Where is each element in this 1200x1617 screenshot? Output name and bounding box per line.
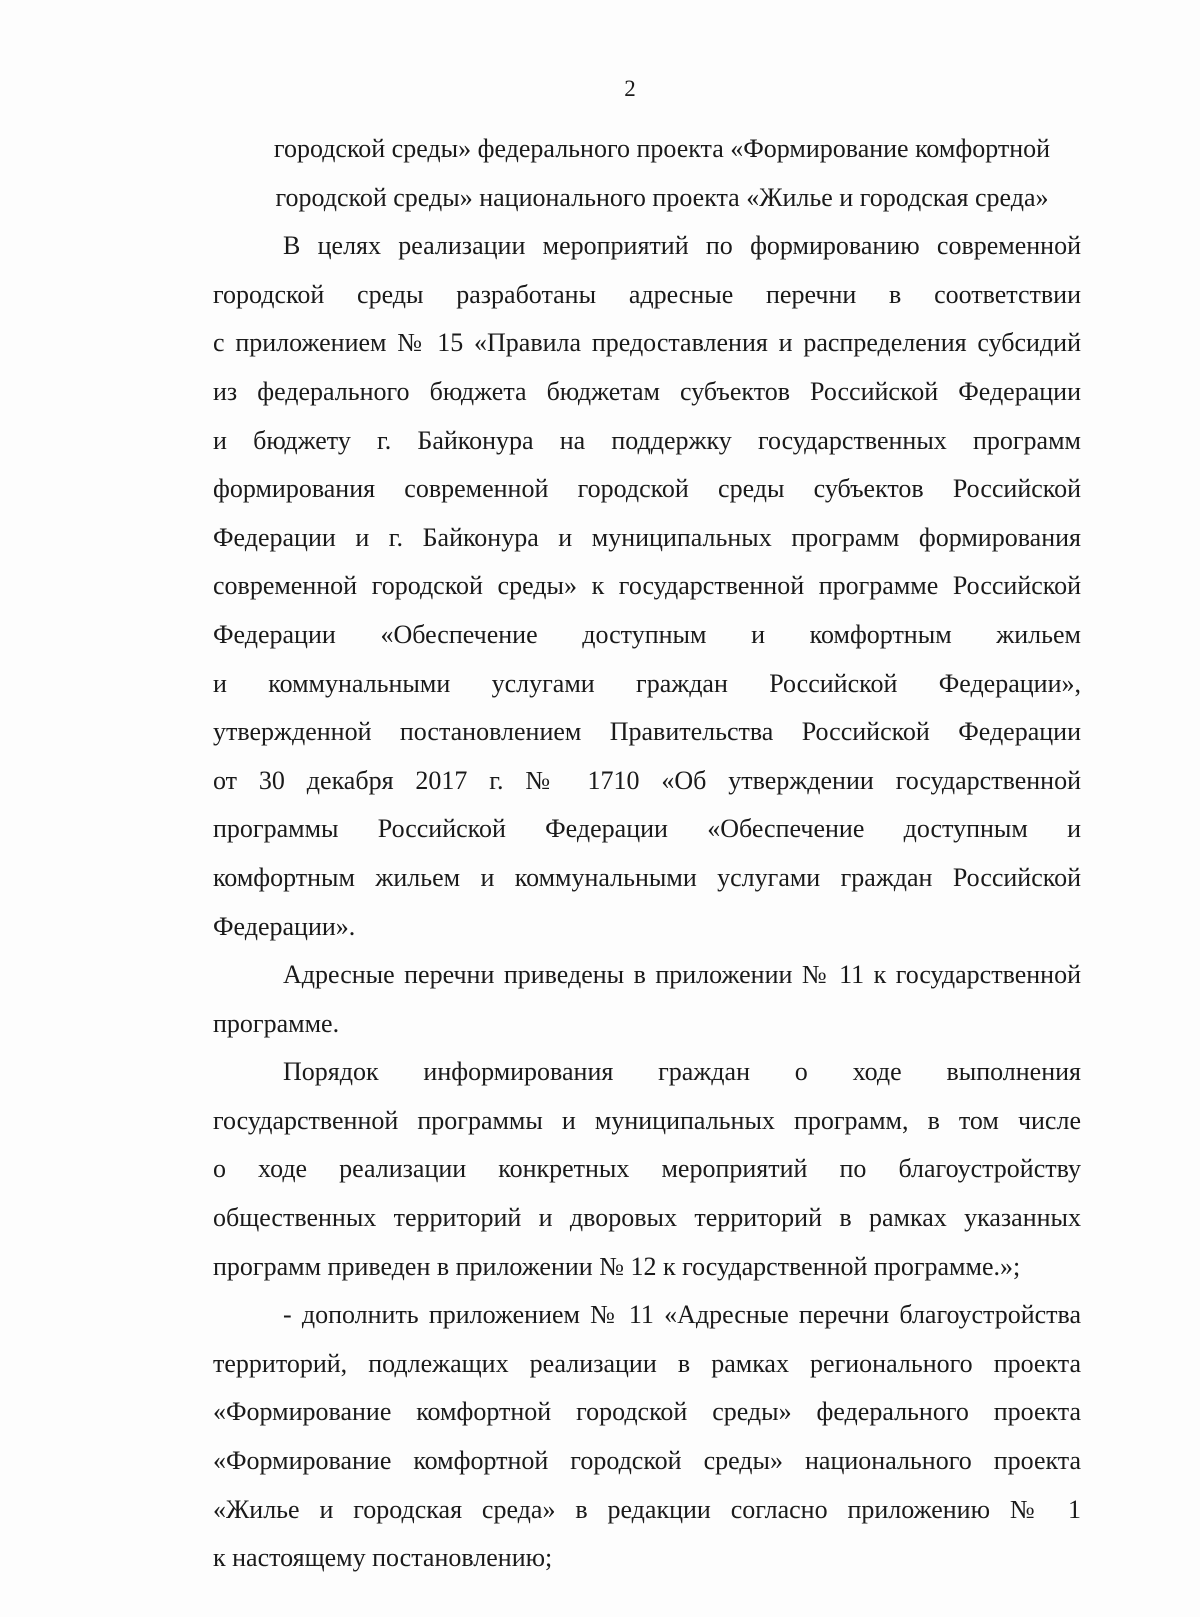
text-line: от 30 декабря 2017 г. № 1710 «Об утверждении государственной [213, 765, 1081, 795]
paragraph-3 [213, 1048, 1081, 1291]
text-line: формирования современной городской среды субъектов Российской [213, 474, 1081, 504]
text-line: утвержденной постановлением Правительства Российской Федерации [213, 717, 1081, 747]
paragraph-2 [213, 951, 1081, 1048]
text-line: к настоящему постановлению; [213, 1543, 553, 1573]
text-line: Адресные перечни приведены в приложении № 11 к государственной [283, 960, 1081, 990]
text-line: Федерации и г. Байконура и муниципальных программ формирования [213, 522, 1081, 552]
text-line: из федерального бюджета бюджетам субъектов Российской Федерации [213, 376, 1081, 406]
heading-line: городской среды» национального проекта «Жилье и городская среда» [275, 182, 1049, 212]
text-line: - дополнить приложением № 11 «Адресные перечни благоустройства [283, 1300, 1081, 1330]
page-number: 2 [624, 76, 636, 101]
text-line: Порядок информирования граждан о ходе выполнения [283, 1057, 1081, 1087]
text-line: «Формирование комфортной городской среды» национального проекта [213, 1446, 1081, 1476]
text-line: программ приведен в приложении № 12 к государственной программе.»; [213, 1251, 1021, 1281]
text-line: современной городской среды» к государственной программе Российской [213, 571, 1081, 601]
heading-line: городской среды» федерального проекта «Формирование комфортной [273, 134, 1051, 163]
text-line: и бюджету г. Байконура на поддержку государственных программ [213, 425, 1081, 455]
text-line: программы Российской Федерации «Обеспечение доступным и [213, 814, 1081, 844]
text-line: Федерации». [213, 911, 356, 941]
heading-tail [213, 125, 1081, 222]
text-line: общественных территорий и дворовых территорий в рамках указанных [213, 1203, 1081, 1233]
text-line: территорий, подлежащих реализации в рамках регионального проекта [213, 1348, 1081, 1378]
text-line: «Формирование комфортной городской среды» федерального проекта [213, 1397, 1081, 1427]
paragraph-4 [213, 1291, 1081, 1583]
text-line: городской среды разработаны адресные перечни в соответствии [213, 279, 1081, 309]
text-line: с приложением № 15 «Правила предоставления и распределения субсидий [213, 328, 1081, 358]
text-line: и коммунальными услугами граждан Российской Федерации», [213, 668, 1081, 698]
text-line: программе. [213, 1008, 340, 1038]
text-line: Федерации «Обеспечение доступным и комфортным жильем [213, 619, 1081, 649]
text-line: государственной программы и муниципальных программ, в том числе [213, 1105, 1081, 1135]
document-body [213, 125, 1081, 1583]
text-line: В целях реализации мероприятий по формированию современной [283, 231, 1081, 261]
text-line: о ходе реализации конкретных мероприятий по благоустройству [213, 1154, 1081, 1184]
paragraph-1 [213, 222, 1081, 951]
text-line: комфортным жильем и коммунальными услугами граждан Российской [213, 862, 1081, 892]
text-line: «Жилье и городская среда» в редакции согласно приложению № 1 [213, 1494, 1081, 1524]
